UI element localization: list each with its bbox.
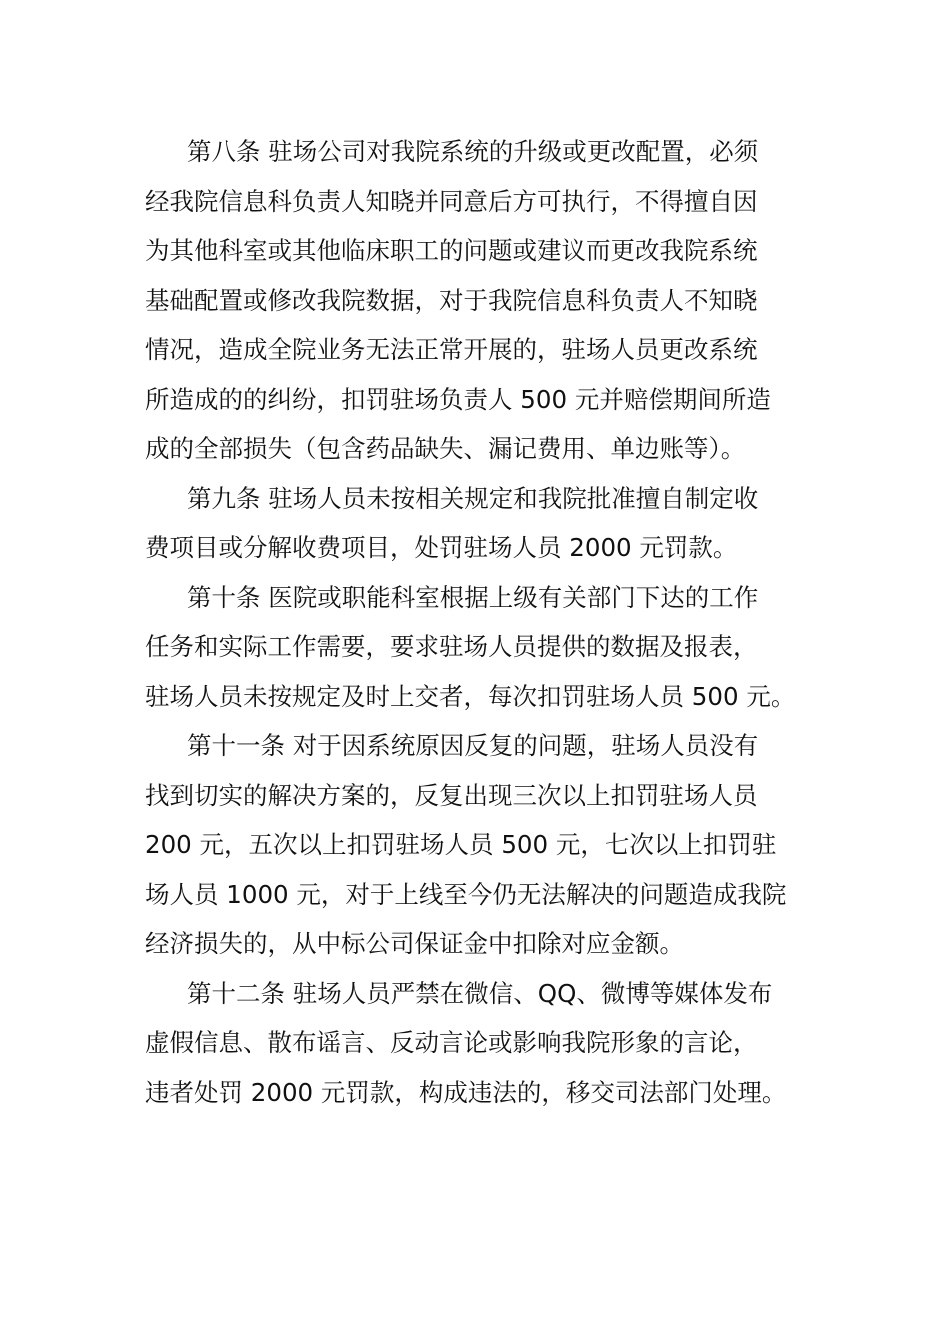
article-11 xyxy=(145,721,825,969)
paragraph-line: 基础配置或修改我院数据，对于我院信息科负责人不知晓 xyxy=(145,285,758,315)
paragraph-line: 虚假信息、散布谣言、反动言论或影响我院形象的言论， xyxy=(145,1028,758,1057)
paragraph-line: 第十二条 驻场人员严禁在微信、QQ、微博等媒体发布 xyxy=(187,978,773,1008)
paragraph-line: 200 元，五次以上扣罚驻场人员 500 元，七次以上扣罚驻 xyxy=(145,830,777,859)
paragraph-line: 成的全部损失（包含药品缺失、漏记费用、单边账等）。 xyxy=(145,434,746,463)
paragraph-line: 经我院信息科负责人知晓并同意后方可执行，不得擅自因 xyxy=(145,186,758,216)
article-10 xyxy=(145,573,825,722)
paragraph-line: 情况，造成全院业务无法正常开展的，驻场人员更改系统 xyxy=(145,335,758,364)
paragraph-line: 第十一条 对于因系统原因反复的问题，驻场人员没有 xyxy=(187,731,759,760)
article-9 xyxy=(145,474,825,573)
document-body xyxy=(145,127,825,1117)
paragraph-line: 找到切实的解决方案的，反复出现三次以上扣罚驻场人员 xyxy=(145,780,758,810)
paragraph-line: 场人员 1000 元，对于上线至今仍无法解决的问题造成我院 xyxy=(145,879,787,909)
article-12 xyxy=(145,969,825,1118)
paragraph-line: 费项目或分解收费项目，处罚驻场人员 2000 元罚款。 xyxy=(145,533,738,562)
paragraph-line: 为其他科室或其他临床职工的问题或建议而更改我院系统 xyxy=(145,236,758,265)
paragraph-line: 任务和实际工作需要，要求驻场人员提供的数据及报表， xyxy=(145,632,758,661)
paragraph-line: 所造成的的纠纷，扣罚驻场负责人 500 元并赔偿期间所造 xyxy=(145,384,771,414)
paragraph-line: 违者处罚 2000 元罚款，构成违法的，移交司法部门处理。 xyxy=(145,1077,787,1107)
paragraph-line: 第十条 医院或职能科室根据上级有关部门下达的工作 xyxy=(187,582,759,612)
paragraph-line: 第九条 驻场人员未按相关规定和我院批准擅自制定收 xyxy=(187,483,759,513)
paragraph-line: 驻场人员未按规定及时上交者，每次扣罚驻场人员 500 元。 xyxy=(145,681,796,711)
article-8 xyxy=(145,127,825,474)
paragraph-line: 第八条 驻场公司对我院系统的升级或更改配置，必须 xyxy=(187,137,759,166)
paragraph-line: 经济损失的，从中标公司保证金中扣除对应金额。 xyxy=(145,929,684,958)
